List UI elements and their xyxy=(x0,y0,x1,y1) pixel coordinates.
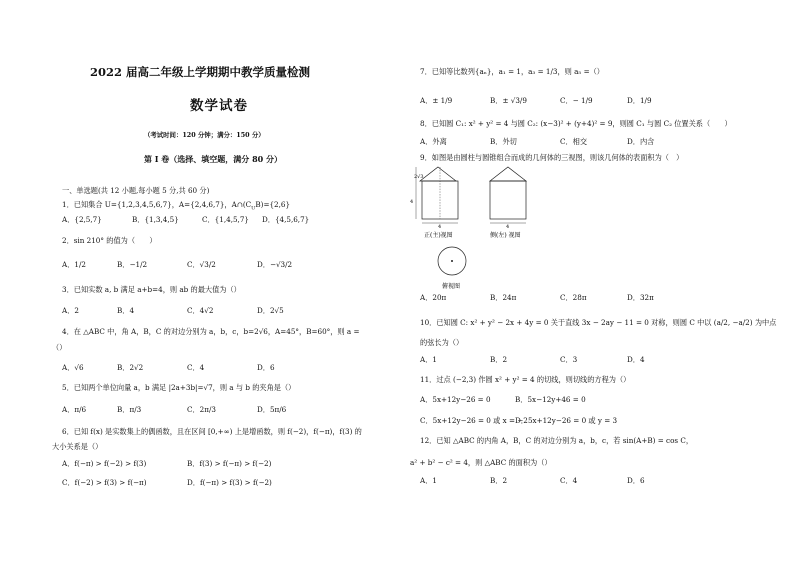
q1-option-d: D．{4,5,6,7} xyxy=(262,215,310,224)
front-width-label: 4 xyxy=(438,224,442,230)
q9-option-b: B．24π xyxy=(490,293,517,302)
q4-option-b: B．2√2 xyxy=(117,363,144,372)
q5-option-c: C．2π/3 xyxy=(187,405,216,414)
q12-stem-cont: a² + b² − c² = 4，则 △ABC 的面积为（） xyxy=(410,458,552,467)
part1-heading: 第 Ⅰ 卷（选择、填空题，满分 80 分） xyxy=(144,154,283,164)
q12-option-b: B．2 xyxy=(490,476,508,485)
q9-option-a: A．20π xyxy=(420,293,447,302)
q7-option-b: B．± √3/9 xyxy=(490,96,527,105)
q1-option-b: B．{1,3,4,5} xyxy=(132,215,179,224)
q5-stem: 5．已知两个单位向量 a，b 满足 |2a+3b|=√7，则 a 与 b 的夹角是（） xyxy=(62,383,296,392)
q3-option-b: B．4 xyxy=(117,306,135,315)
q8-option-a: A．外离 xyxy=(420,137,447,146)
front-height-top-label: 2√3 xyxy=(414,174,424,180)
q3-option-c: C．4√2 xyxy=(187,306,214,315)
side-view-label: 侧(左) 视图 xyxy=(490,232,521,239)
q7-option-d: D．1/9 xyxy=(627,96,652,105)
q11-stem: 11．过点 (−2,3) 作圆 x² + y² = 4 的切线，则切线的方程为（） xyxy=(420,375,631,384)
top-view-label: 俯视图 xyxy=(442,283,461,290)
q12-stem: 12．已知 △ABC 的内角 A，B，C 的对边分别为 a，b，c，若 sin(A+B) = cos C， xyxy=(420,436,694,445)
q11-option-a: A．5x+12y−26 = 0 xyxy=(420,395,491,404)
q12-option-c: C．4 xyxy=(560,476,578,485)
q6-stem: 6．已知 f(x) 是实数集上的偶函数，且在区间 [0,+∞) 上是增函数，则 f(−2)，f(−π)，f(3) 的 xyxy=(62,427,362,436)
q11-option-d: D．5x+12y−26 = 0 或 y = 3 xyxy=(515,416,618,425)
q10-option-a: A．1 xyxy=(420,355,437,364)
q11-option-b: B．5x−12y+46 = 0 xyxy=(515,395,586,404)
q3-option-a: A．2 xyxy=(62,306,79,315)
exam-title: 2022 届高二年级上学期期中教学质量检测 xyxy=(90,65,311,79)
q4-option-d: D．6 xyxy=(257,363,275,372)
q2-stem: 2．sin 210° 的值为（ ） xyxy=(62,236,157,245)
q7-stem: 7．已知等比数列{aₙ}，a₁ = 1，a₃ = 1/3，则 a₅ =（） xyxy=(420,67,604,76)
section-heading: 一、单选题(共 12 小题,每小题 5 分,共 60 分) xyxy=(62,186,210,195)
q12-option-a: A．1 xyxy=(420,476,437,485)
q8-option-c: C．相交 xyxy=(560,137,588,146)
q1-option-c: C．{1,4,5,7} xyxy=(202,215,249,224)
q10-option-c: C．3 xyxy=(560,355,578,364)
q3-option-d: D．2√5 xyxy=(257,306,284,315)
q2-option-b: B．−1/2 xyxy=(117,260,148,269)
q5-option-d: D．5π/6 xyxy=(257,405,287,414)
q6-option-d: D．f(−π) > f(3) > f(−2) xyxy=(187,478,272,487)
three-view-figure xyxy=(410,163,530,293)
q8-stem: 8．已知圆 C₁: x² + y² = 4 与圆 C₂: (x−3)² + (y+4)² = 9，则圆 C₁ 与圆 C₂ 位置关系（ ） xyxy=(420,119,732,128)
q8-option-d: D．内含 xyxy=(627,137,655,146)
q10-option-d: D．4 xyxy=(627,355,645,364)
q4-stem-cont: （） xyxy=(52,343,67,352)
q4-option-c: C．4 xyxy=(187,363,205,372)
q6-stem-cont: 大小关系是（） xyxy=(52,442,103,451)
q2-option-a: A．1/2 xyxy=(62,260,86,269)
q9-option-c: C．28π xyxy=(560,293,587,302)
q1-stem: 1．已知集合 U={1,2,3,4,5,6,7}，A={2,4,6,7}，$A\cap(C_UB)=\{2,6\}$ xyxy=(62,200,291,212)
q6-option-b: B．f(3) > f(−π) > f(−2) xyxy=(187,459,272,468)
front-height-bottom-label: 4 xyxy=(410,199,414,205)
top-view xyxy=(438,247,466,275)
q4-stem: 4．在 △ABC 中，角 A，B，C 的对边分别为 a，b，c，b=2√6，A=45°，B=60°，则 a = xyxy=(62,327,360,336)
q5-option-b: B．π/3 xyxy=(117,405,142,414)
q2-option-c: C．√3/2 xyxy=(187,260,216,269)
q10-stem: 10．已知圆 C: x² + y² − 2x + 4y = 0 关于直线 3x − 2ay − 11 = 0 对称，则圆 C 中以 (a/2, −a/2) 为中点 xyxy=(420,318,777,327)
q12-option-d: D．6 xyxy=(627,476,645,485)
q1-option-a: A．{2,5,7} xyxy=(62,215,102,224)
q7-option-c: C．− 1/9 xyxy=(560,96,593,105)
q5-option-a: A．π/6 xyxy=(62,405,87,414)
side-view xyxy=(490,167,526,223)
subject-title: 数学试卷 xyxy=(190,98,248,114)
q8-option-b: B．外切 xyxy=(490,137,517,146)
side-width-label: 4 xyxy=(506,224,510,230)
front-view-label: 正(主)视图 xyxy=(424,232,453,239)
q6-option-a: A．f(−π) > f(−2) > f(3) xyxy=(62,459,147,468)
q2-option-d: D．−√3/2 xyxy=(257,260,293,269)
q4-option-a: A．√6 xyxy=(62,363,84,372)
exam-info: （考试时间：120 分钟；满分：150 分） xyxy=(144,131,265,139)
q9-stem: 9．如图是由圆柱与圆锥组合而成的几何体的三视图，则该几何体的表面积为（ ） xyxy=(420,153,684,162)
q6-option-c: C．f(−2) > f(3) > f(−π) xyxy=(62,478,147,487)
q3-stem: 3．已知实数 a, b 满足 a+b=4，则 ab 的最大值为（） xyxy=(62,285,241,294)
q10-stem-cont: 的弦长为（） xyxy=(420,338,464,347)
q7-option-a: A．± 1/9 xyxy=(420,96,453,105)
q11-option-c: C．5x+12y−26 = 0 或 x = −2 xyxy=(420,416,528,425)
q10-option-b: B．2 xyxy=(490,355,508,364)
q9-option-d: D．32π xyxy=(627,293,654,302)
